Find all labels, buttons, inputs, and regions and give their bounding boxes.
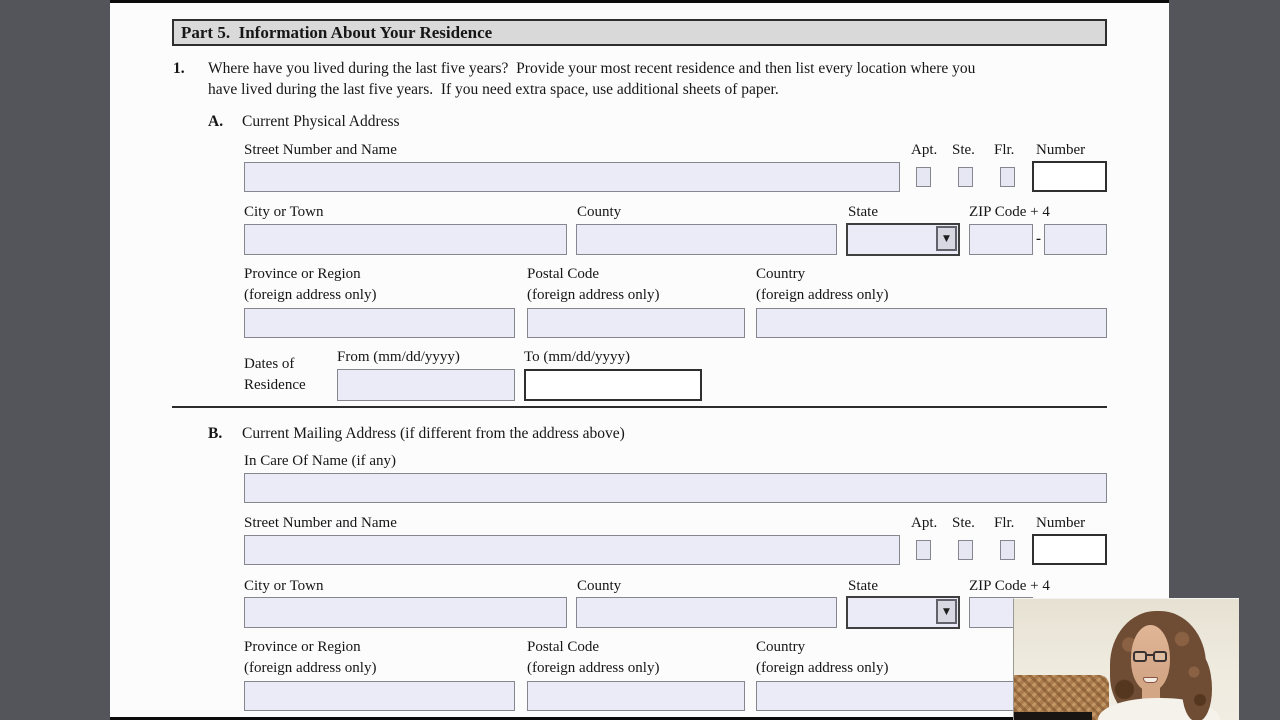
- a-ste-checkbox[interactable]: [958, 167, 973, 187]
- a-date-from-input[interactable]: [337, 369, 515, 401]
- b-state-dropdown-arrow-icon[interactable]: ▼: [936, 599, 957, 624]
- a-province-foreign-note: (foreign address only): [244, 287, 377, 303]
- question-number: 1.: [173, 60, 185, 77]
- a-state-dropdown-arrow-icon[interactable]: ▼: [936, 226, 957, 251]
- a-province-label: Province or Region: [244, 266, 361, 282]
- b-number-label: Number: [1036, 515, 1086, 531]
- b-in-care-of-input[interactable]: [244, 473, 1107, 503]
- a-flr-checkbox[interactable]: [1000, 167, 1015, 187]
- b-zip-label: ZIP Code + 4: [969, 578, 1050, 594]
- a-dates-label-line2: Residence: [244, 377, 306, 393]
- a-to-label: To (mm/dd/yyyy): [524, 349, 631, 365]
- a-province-input[interactable]: [244, 308, 515, 338]
- section-a-title: Current Physical Address: [242, 113, 400, 130]
- b-postal-foreign-note: (foreign address only): [527, 660, 660, 676]
- a-flr-label: Flr.: [994, 142, 1015, 158]
- presenter-glasses: [1133, 651, 1168, 663]
- a-zip4-input[interactable]: [1044, 224, 1107, 255]
- a-zip-dash: -: [1036, 231, 1041, 247]
- chair-shadow: [1014, 712, 1092, 720]
- letterbox-left-bar: [0, 0, 110, 720]
- b-ste-label: Ste.: [952, 515, 975, 531]
- b-state-dropdown[interactable]: [846, 596, 960, 629]
- a-apt-label: Apt.: [911, 142, 938, 158]
- a-street-label: Street Number and Name: [244, 142, 397, 158]
- a-apt-checkbox[interactable]: [916, 167, 931, 187]
- a-from-label: From (mm/dd/yyyy): [337, 349, 460, 365]
- b-flr-checkbox[interactable]: [1000, 540, 1015, 560]
- presenter-smile: [1143, 677, 1158, 683]
- b-country-label: Country: [756, 639, 806, 655]
- b-in-care-of-label: In Care Of Name (if any): [244, 453, 397, 469]
- a-postal-input[interactable]: [527, 308, 745, 338]
- a-state-label: State: [848, 204, 878, 220]
- a-zip-input[interactable]: [969, 224, 1033, 255]
- b-province-label: Province or Region: [244, 639, 361, 655]
- b-unit-number-input[interactable]: [1032, 534, 1107, 565]
- part5-section-header: Part 5. Information About Your Residence: [172, 19, 1107, 46]
- a-dates-label-line1: Dates of: [244, 356, 295, 372]
- b-apt-label: Apt.: [911, 515, 938, 531]
- a-date-to-input[interactable]: [524, 369, 702, 401]
- question-text-line1: Where have you lived during the last five years? Provide your most recent residence and then list every location where you: [208, 60, 976, 77]
- a-number-label: Number: [1036, 142, 1086, 158]
- a-ste-label: Ste.: [952, 142, 975, 158]
- a-city-label: City or Town: [244, 204, 324, 220]
- a-country-label: Country: [756, 266, 806, 282]
- b-county-input[interactable]: [576, 597, 837, 628]
- a-postal-foreign-note: (foreign address only): [527, 287, 660, 303]
- b-county-label: County: [577, 578, 622, 594]
- presenter-hair-strand: [1182, 651, 1212, 720]
- a-street-input[interactable]: [244, 162, 900, 192]
- b-province-input[interactable]: [244, 681, 515, 711]
- a-city-input[interactable]: [244, 224, 567, 255]
- question-text-line2: have lived during the last five years. If you need extra space, use additional sheets of paper.: [208, 81, 779, 98]
- b-country-foreign-note: (foreign address only): [756, 660, 889, 676]
- section-divider: [172, 406, 1107, 408]
- b-apt-checkbox[interactable]: [916, 540, 931, 560]
- b-flr-label: Flr.: [994, 515, 1015, 531]
- presenter-webcam-overlay: [1013, 598, 1239, 720]
- b-city-input[interactable]: [244, 597, 567, 628]
- b-postal-input[interactable]: [527, 681, 745, 711]
- b-city-label: City or Town: [244, 578, 324, 594]
- section-b-letter: B.: [208, 425, 223, 442]
- b-ste-checkbox[interactable]: [958, 540, 973, 560]
- b-street-label: Street Number and Name: [244, 515, 397, 531]
- letterbox-top-strip: [110, 0, 1169, 3]
- a-state-dropdown[interactable]: [846, 223, 960, 256]
- a-zip-label: ZIP Code + 4: [969, 204, 1050, 220]
- b-postal-label: Postal Code: [527, 639, 600, 655]
- a-county-label: County: [577, 204, 622, 220]
- b-state-label: State: [848, 578, 878, 594]
- a-county-input[interactable]: [576, 224, 837, 255]
- a-country-foreign-note: (foreign address only): [756, 287, 889, 303]
- section-b-title: Current Mailing Address (if different from the address above): [242, 425, 625, 442]
- a-postal-label: Postal Code: [527, 266, 600, 282]
- b-province-foreign-note: (foreign address only): [244, 660, 377, 676]
- section-a-letter: A.: [208, 113, 224, 130]
- a-unit-number-input[interactable]: [1032, 161, 1107, 192]
- b-street-input[interactable]: [244, 535, 900, 565]
- a-country-input[interactable]: [756, 308, 1107, 338]
